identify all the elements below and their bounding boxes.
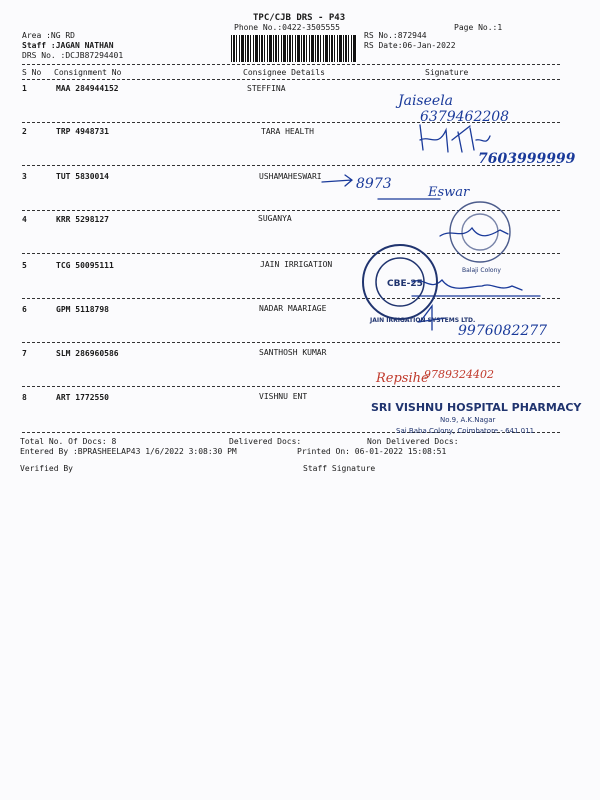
signature-scribble	[440, 228, 508, 236]
row-consignment: MAA 284944152	[56, 84, 119, 93]
col-consignment: Consignment No	[54, 68, 122, 77]
col-sno: S No	[22, 68, 42, 77]
row-divider	[22, 253, 560, 254]
row-consignee: SANTHOSH KUMAR	[259, 348, 327, 357]
row-consignee: SUGANYA	[258, 214, 292, 223]
staff-signature: Staff Signature	[303, 464, 376, 473]
handwritten-name: Jaiseela	[398, 93, 454, 109]
row-divider	[22, 298, 560, 299]
handwritten-phone: 8973	[356, 176, 392, 192]
signature-scribble	[420, 125, 490, 152]
pharmacy-stamp-name: SRI VISHNU HOSPITAL PHARMACY	[371, 401, 582, 414]
page-number: Page No.:1	[454, 23, 503, 32]
col-consignee: Consignee Details	[243, 68, 325, 77]
row-consignment: SLM 286960586	[56, 349, 119, 358]
jain-stamp-center: CBE-25	[387, 279, 423, 289]
row-divider	[22, 165, 560, 166]
jain-stamp-text: JAIN IRRIGATION SYSTEMS LTD.	[370, 317, 476, 324]
row-sno: 5	[22, 261, 27, 270]
rs-date: RS Date:06-Jan-2022	[364, 41, 456, 50]
row-sno: 2	[22, 127, 27, 136]
row-divider	[22, 210, 560, 211]
row-sno: 8	[22, 393, 27, 402]
row-consignment: KRR 5298127	[56, 215, 109, 224]
total-docs: Total No. Of Docs: 8	[20, 437, 117, 446]
row-consignment: ART 1772550	[56, 393, 109, 402]
handwritten-name: Repsihe	[376, 371, 429, 386]
signature-scribble	[418, 306, 446, 330]
row-consignee: VISHNU ENT	[259, 392, 308, 401]
row-sno: 6	[22, 305, 27, 314]
handwritten-phone: 7603999999	[478, 151, 576, 167]
row-consignment: TCG 50095111	[56, 261, 114, 270]
report-title: TPC/CJB DRS - P43	[253, 13, 346, 23]
row-consignee: NADAR MAARIAGE	[259, 304, 327, 313]
divider	[22, 79, 560, 80]
row-consignee: TARA HEALTH	[261, 127, 314, 136]
row-sno: 7	[22, 349, 27, 358]
handwritten-phone: 9976082277	[458, 323, 548, 339]
round-stamp-text: Balaji Colony	[462, 267, 501, 274]
row-divider	[22, 342, 560, 343]
divider	[22, 64, 560, 65]
pharmacy-stamp-address: Sai Baba Colony, Coimbatore - 641 011	[396, 427, 535, 435]
rs-number: RS No.:872944	[364, 31, 427, 40]
handwritten-phone: 9789324402	[424, 368, 494, 381]
signature-scribble	[412, 280, 540, 296]
row-divider	[22, 386, 560, 387]
row-consignment: GPM 5118798	[56, 305, 109, 314]
row-consignee: USHAMAHESWARI	[259, 172, 322, 181]
entered-by: Entered By :BPRASHEELAP43 1/6/2022 3:08:30 PM	[20, 447, 237, 456]
barcode	[231, 35, 357, 62]
row-consignment: TRP 4948731	[56, 127, 109, 136]
row-consignment: TUT 5830014	[56, 172, 109, 181]
handwritten-name: Eswar	[428, 185, 470, 200]
handwritten-phone: 6379462208	[420, 109, 510, 125]
row-sno: 4	[22, 215, 27, 224]
row-divider	[22, 122, 560, 123]
area-label: Area :NG RD	[22, 31, 75, 40]
phone-number: Phone No.:0422-3505555	[234, 23, 340, 32]
non-delivered-docs: Non Delivered Docs:	[367, 437, 459, 446]
delivered-docs: Delivered Docs:	[229, 437, 302, 446]
jain-irrigation-stamp	[363, 245, 437, 319]
drs-number: DRS No. :DCJB87294401	[22, 51, 124, 60]
row-sno: 1	[22, 84, 27, 93]
verified-by: Verified By	[20, 464, 73, 473]
row-consignee: JAIN IRRIGATION	[260, 260, 333, 269]
staff-label: Staff :JAGAN NATHAN	[22, 41, 114, 50]
col-signature: Signature	[425, 68, 469, 77]
pharmacy-stamp-address: No.9, A.K.Nagar	[440, 416, 496, 424]
printed-on: Printed On: 06-01-2022 15:08:51	[297, 447, 447, 456]
row-sno: 3	[22, 172, 27, 181]
row-consignee: STEFFINA	[247, 84, 286, 93]
arrow-mark	[322, 175, 352, 186]
